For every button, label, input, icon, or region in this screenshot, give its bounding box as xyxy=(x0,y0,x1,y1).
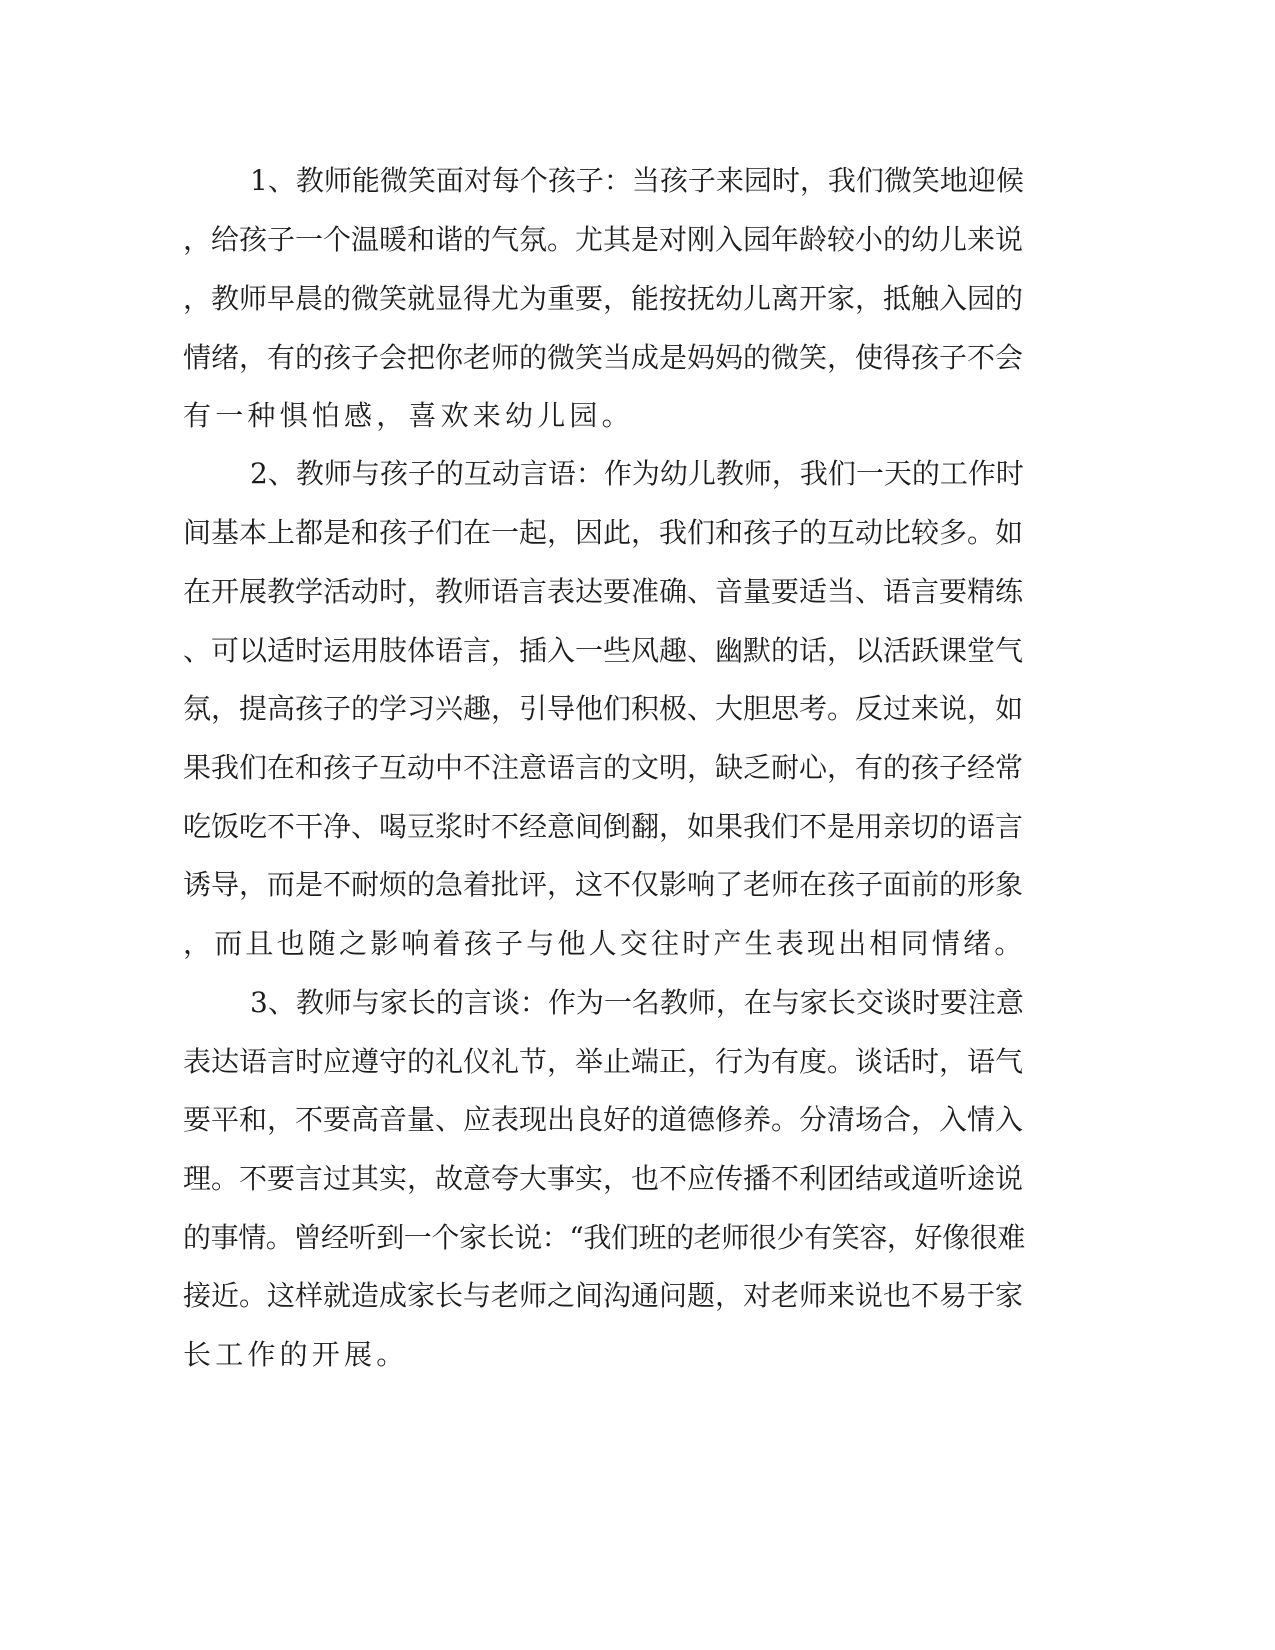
paragraph-2-line-3: 在开展教学活动时，教师语言表达要准确、音量要适当、语言要精练 xyxy=(183,575,1024,608)
paragraph-1-line-2: ，给孩子一个温暖和谐的气氛。尤其是对刚入园年龄较小的幼儿来说 xyxy=(183,223,1024,256)
paragraph-2-line-9: ，而且也随之影响着孩子与他人交往时产生表现出相同情绪。 xyxy=(183,927,1026,960)
paragraph-2-line-7: 吃饭吃不干净、喝豆浆时不经意间倒翻，如果我们不是用亲切的语言 xyxy=(183,810,1024,843)
paragraph-1-line-1: 1、教师能微笑面对每个孩子：当孩子来园时，我们微笑地迎候 xyxy=(250,164,1024,197)
paragraph-3-line-5: 的事情。曾经听到一个家长说：“我们班的老师很少有笑容，好像很难 xyxy=(183,1221,1025,1254)
paragraph-2-line-6: 果我们在和孩子互动中不注意语言的文明，缺乏耐心，有的孩子经常 xyxy=(183,751,1024,784)
paragraph-3-line-1: 3、教师与家长的言谈：作为一名教师，在与家长交谈时要注意 xyxy=(250,986,1024,1019)
paragraph-1-line-3: ，教师早晨的微笑就显得尤为重要，能按抚幼儿离开家，抵触入园的 xyxy=(183,282,1024,315)
paragraph-2-line-5: 氛，提高孩子的学习兴趣，引导他们积极、大胆思考。反过来说，如 xyxy=(183,692,1024,725)
paragraph-3-line-6: 接近。这样就造成家长与老师之间沟通问题，对老师来说也不易于家 xyxy=(183,1279,1024,1312)
paragraph-2-line-2: 间基本上都是和孩子们在一起，因此，我们和孩子的互动比较多。如 xyxy=(183,516,1024,549)
paragraph-3-line-3: 要平和，不要高音量、应表现出良好的道德修养。分清场合，入情入 xyxy=(183,1103,1024,1136)
paragraph-1-line-5: 有一种惧怕感，喜欢来幼儿园。 xyxy=(183,399,634,432)
paragraph-1-line-4: 情绪，有的孩子会把你老师的微笑当成是妈妈的微笑，使得孩子不会 xyxy=(183,341,1024,374)
paragraph-3-line-4: 理。不要言过其实，故意夸大事实，也不应传播不利团结或道听途说 xyxy=(183,1162,1024,1195)
paragraph-2-line-1: 2、教师与孩子的互动言语：作为幼儿教师，我们一天的工作时 xyxy=(250,457,1024,490)
paragraph-3-line-7: 长工作的开展。 xyxy=(183,1338,409,1371)
paragraph-2-line-4: 、可以适时运用肢体语言，插入一些风趣、幽默的话，以活跃课堂气 xyxy=(183,634,1024,667)
paragraph-3-line-2: 表达语言时应遵守的礼仪礼节，举止端正，行为有度。谈话时，语气 xyxy=(183,1045,1024,1078)
paragraph-2-line-8: 诱导，而是不耐烦的急着批评，这不仅影响了老师在孩子面前的形象 xyxy=(183,868,1024,901)
